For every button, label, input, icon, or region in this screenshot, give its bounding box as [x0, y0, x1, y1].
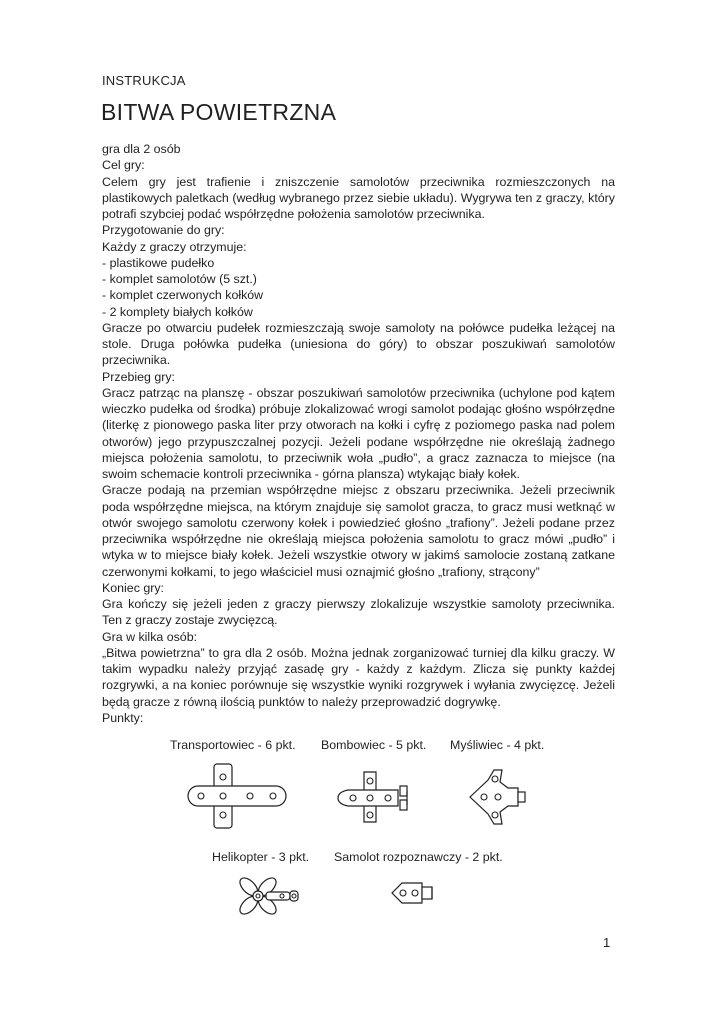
list-item: - 2 komplety białych kołków: [102, 304, 253, 319]
instructions-body: [102, 141, 615, 726]
list-item: - plastikowe pudełko: [102, 255, 215, 270]
document-title: BITWA POWIETRZNA: [101, 99, 337, 125]
transport-plane-icon: [186, 760, 288, 832]
helicopter-icon: [232, 872, 302, 920]
paragraph-goal: Celem gry jest trafienie i zniszczenie samolotów przeciwnika rozmieszczonych na plastikowych paletkach (według wybranego przez siebie układu). Wygrywa ten z graczy, który potrafi szybciej podać współrzędne położenia samolotów przeciwnika.: [102, 174, 615, 221]
list-intro: Każdy z graczy otrzymuje:: [102, 239, 247, 254]
paragraph-setup: Gracze po otwarciu pudełek rozmieszczają swoje samoloty na połówce pudełka leżącej na stole. Druga połówka pudełka (uniesiona do góry) to obszar poszukiwań samolotów przeciwnika.: [102, 320, 615, 368]
heading-preparation: Przygotowanie do gry:: [102, 223, 225, 238]
transport-label: Transportowiec - 6 pkt.: [170, 738, 296, 752]
heading-goal: Cel gry:: [102, 158, 145, 173]
heading-multiplayer: Gra w kilka osób:: [102, 629, 198, 644]
list-item: - komplet samolotów (5 szt.): [102, 272, 257, 286]
fighter-label: Myśliwiec - 4 pkt.: [450, 738, 545, 752]
helicopter-label: Helikopter - 3 pkt.: [212, 850, 310, 864]
paragraph-gameplay-1: Gracz patrząc na planszę - obszar poszukiwań samolotów przeciwnika (uchylone pod kątem wieczko pudełka od środka) próbuje zlokalizować wrogi samolot podając głośno współrzędne (literkę z pionowego paska liter przy otworach na kołki i cyfrę z poziomego paska nad polem otworów) jego przypuszczalnej pozycji. Jeżeli podane współrzędne nie określają żadnego miejsca położenia samolotu, to przeciwnik woła „pudło”, a gracz zaznacza to miejsce (na swoim schemacie kontroli przeciwnika - górna plansza) wtykając biały kołek.: [102, 385, 615, 481]
list-item: - komplet czerwonych kołków: [102, 288, 264, 303]
recon-label: Samolot rozpoznawczy - 2 pkt.: [334, 850, 503, 864]
paragraph-multiplayer: „Bitwa powietrzna” to gra dla 2 osób. Można jednak zorganizować turniej dla kilku graczy. W takim wypadku należy przyjąć zasadę gry - każdy z każdym. Zlicza się punkty każdej rozgrywki, a na koniec porównuje się wszystkie wyniki rozgrywek i wyłania zwycięzcę. Jeżeli będą gracze z równą ilością punktów to należy przeprowadzić dogrywkę.: [102, 645, 615, 709]
fighter-plane-icon: [468, 768, 528, 826]
heading-points: Punkty:: [102, 710, 144, 725]
paragraph-gameplay-2: Gracze podają na przemian współrzędne miejsc z obszaru przeciwnika. Jeżeli przeciwnik poda współrzędne miejsca, na którym znajduje się samolot gracza, to gracz musi wetknąć w otwór swojego samolotu czerwony kołek i powiedzieć głośno „trafiony”. Jeżeli podane przez przeciwnika współrzędne nie określają miejsca położenia samolotu to gracz mówi „pudło” i wtyka w to miejsce biały kołek. Jeżeli wszystkie otwory w jakimś samolocie zostaną zatkane czerwonymi kołkami, to jego właściciel musi oznajmić głośno „trafiony, strącony”: [102, 483, 615, 579]
bomber-label: Bombowiec - 5 pkt.: [321, 738, 427, 752]
document-label: INSTRUKCJA: [102, 73, 186, 88]
paragraph-end: Gra kończy się jeżeli jeden z graczy pierwszy zlokalizuje wszystkie samoloty przeciwnika. Ten z graczy zostaje zwycięzcą.: [102, 597, 615, 628]
bomber-plane-icon: [336, 770, 414, 826]
heading-gameplay: Przebieg gry:: [102, 369, 176, 384]
player-count: gra dla 2 osób: [102, 142, 181, 156]
heading-end: Koniec gry:: [102, 580, 164, 595]
page-number: 1: [603, 935, 611, 950]
recon-plane-icon: [390, 878, 440, 908]
